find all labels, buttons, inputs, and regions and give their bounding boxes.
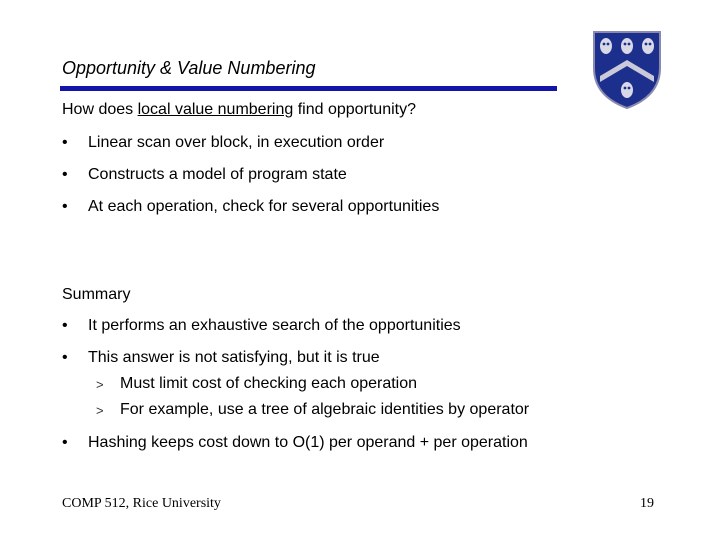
bullet-dot: •: [62, 349, 68, 366]
sub-bullet-item: [96, 375, 417, 394]
bullet-dot: •: [62, 434, 68, 451]
page-number: 19: [640, 496, 654, 511]
bullet-text: Linear scan over block, in execution order: [88, 134, 385, 151]
bullet-text: It performs an exhaustive search of the opportunities: [88, 317, 461, 334]
bullet-text: Hashing keeps cost down to O(1) per operand + per operation: [88, 434, 528, 451]
bullet-dot: •: [62, 317, 68, 334]
bullet-dot: •: [62, 166, 68, 183]
sub-bullet-text: Must limit cost of checking each operation: [120, 375, 418, 392]
bullet-item: [62, 317, 461, 335]
question-suffix: find opportunity?: [293, 101, 416, 118]
sub-bullet-item: [96, 401, 529, 420]
bullet-text: At each operation, check for several opportunities: [88, 198, 440, 215]
bullet-item: [62, 134, 384, 152]
sub-bullet-marker: >: [96, 403, 104, 418]
question-line: [62, 101, 416, 119]
slide-title: Opportunity & Value Numbering: [62, 58, 316, 78]
question-prefix: How does: [62, 101, 138, 118]
sub-bullet-marker: >: [96, 377, 104, 392]
question-term: local value numbering: [137, 101, 294, 118]
rice-university-crest-icon: [592, 30, 662, 110]
bullet-text: This answer is not satisfying, but it is true: [88, 349, 380, 366]
bullet-item: [62, 166, 347, 184]
bullet-item: [62, 434, 528, 452]
bullet-item: [62, 198, 439, 216]
title-rule: [60, 86, 557, 91]
bullet-item: [62, 349, 380, 367]
bullet-text: Constructs a model of program state: [88, 166, 347, 183]
sub-bullet-text: For example, use a tree of algebraic identities by operator: [120, 401, 530, 418]
bullet-dot: •: [62, 198, 68, 215]
bullet-dot: •: [62, 134, 68, 151]
footer-course: COMP 512, Rice University: [62, 496, 221, 511]
summary-heading: Summary: [62, 286, 131, 303]
